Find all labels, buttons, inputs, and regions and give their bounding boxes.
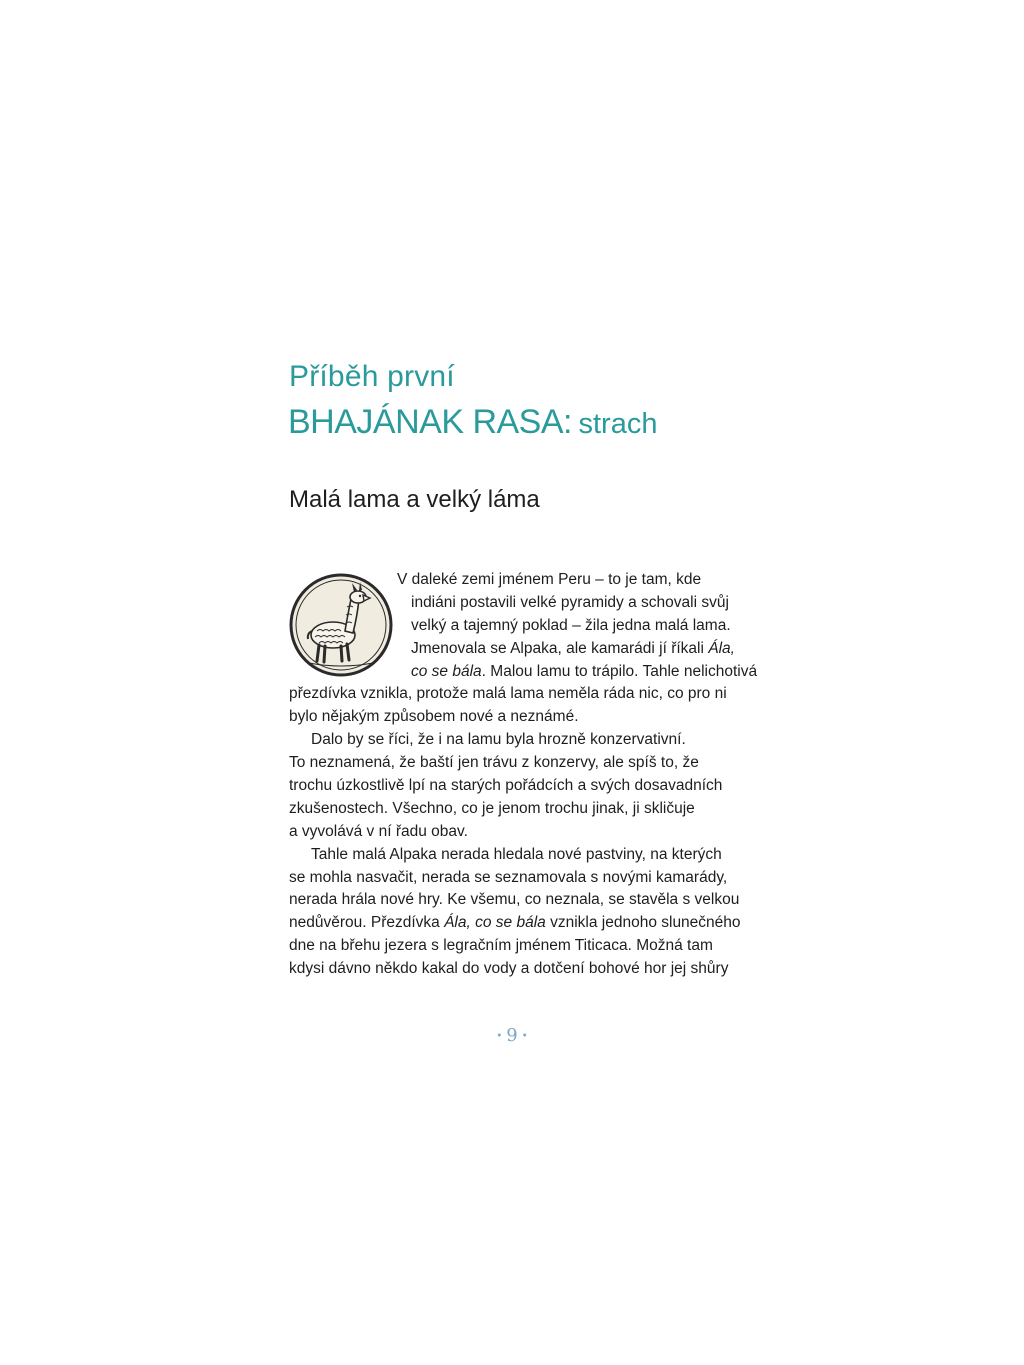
- text-segment: nedůvěrou. Přezdívka: [289, 914, 445, 932]
- text-line: bylo nějakým způsobem nové a neznámé.: [289, 708, 579, 726]
- text-segment: vznikla jednoho slunečného: [545, 914, 741, 932]
- text-line: se mohla nasvačit, nerada se seznamovala s novými kamarády,: [289, 868, 728, 886]
- text-line: zkušenostech. Všechno, co je jenom trochu jinak, ji skličuje: [289, 799, 695, 817]
- text-segment-italic: Ála, co se bála: [444, 914, 546, 932]
- text-segment: Jmenovala se Alpaka, ale kamarádi jí říkali: [411, 639, 709, 657]
- text-line: To neznamená, že baští jen trávu z konzervy, ale spíš to, že: [289, 754, 699, 772]
- chapter-label: Příběh první: [289, 360, 455, 393]
- chapter-title-caps: BHAJÁNAK RASA: [288, 403, 564, 441]
- text-line: [289, 638, 749, 661]
- text-line: [289, 661, 758, 684]
- chapter-title-sub: strach: [578, 408, 658, 440]
- text-line: velký a tajemný poklad – žila jedna malá lama.: [411, 616, 731, 634]
- text-line: trochu úzkostlivě lpí na starých pořádcích a svých dosavadních: [289, 777, 723, 795]
- page-number-value: 9: [506, 1025, 518, 1046]
- folio-dot-left: •: [496, 1030, 503, 1042]
- text-line: nerada hrála nové hry. Ke všemu, co neznala, se stavěla s velkou: [289, 891, 740, 909]
- text-line: Dalo by se říci, že i na lamu byla hrozně konzervativní.: [311, 731, 686, 749]
- text-line: Tahle malá Alpaka nerada hledala nové pastviny, na kterých: [311, 845, 722, 863]
- text-segment: . Malou lamu to trápilo. Tahle nelichotivá: [481, 662, 758, 680]
- chapter-title: [288, 403, 657, 442]
- text-line: a vyvolává v ní řadu obav.: [289, 822, 468, 840]
- text-line: indiáni postavili velké pyramidy a schovali svůj: [411, 593, 729, 611]
- text-segment-italic: Ála,: [708, 639, 735, 657]
- text-segment-italic: co se bála: [411, 662, 482, 680]
- chapter-title-colon: :: [563, 403, 573, 441]
- story-title: Malá lama a velký láma: [289, 486, 540, 513]
- text-line: V daleké zemi jménem Peru – to je tam, kde: [397, 571, 702, 588]
- folio-dot-right: •: [521, 1030, 528, 1042]
- body-text: [289, 569, 758, 981]
- text-line: [289, 912, 749, 935]
- text-line: dne na břehu jezera s legračním jménem Titicaca. Možná tam: [289, 937, 713, 955]
- text-line: kdysi dávno někdo kakal do vody a dotčení bohové hor jej shůry: [289, 960, 729, 978]
- text-line: přezdívka vznikla, protože malá lama neměla ráda nic, co pro ni: [289, 685, 727, 703]
- page-number: [0, 1025, 1024, 1046]
